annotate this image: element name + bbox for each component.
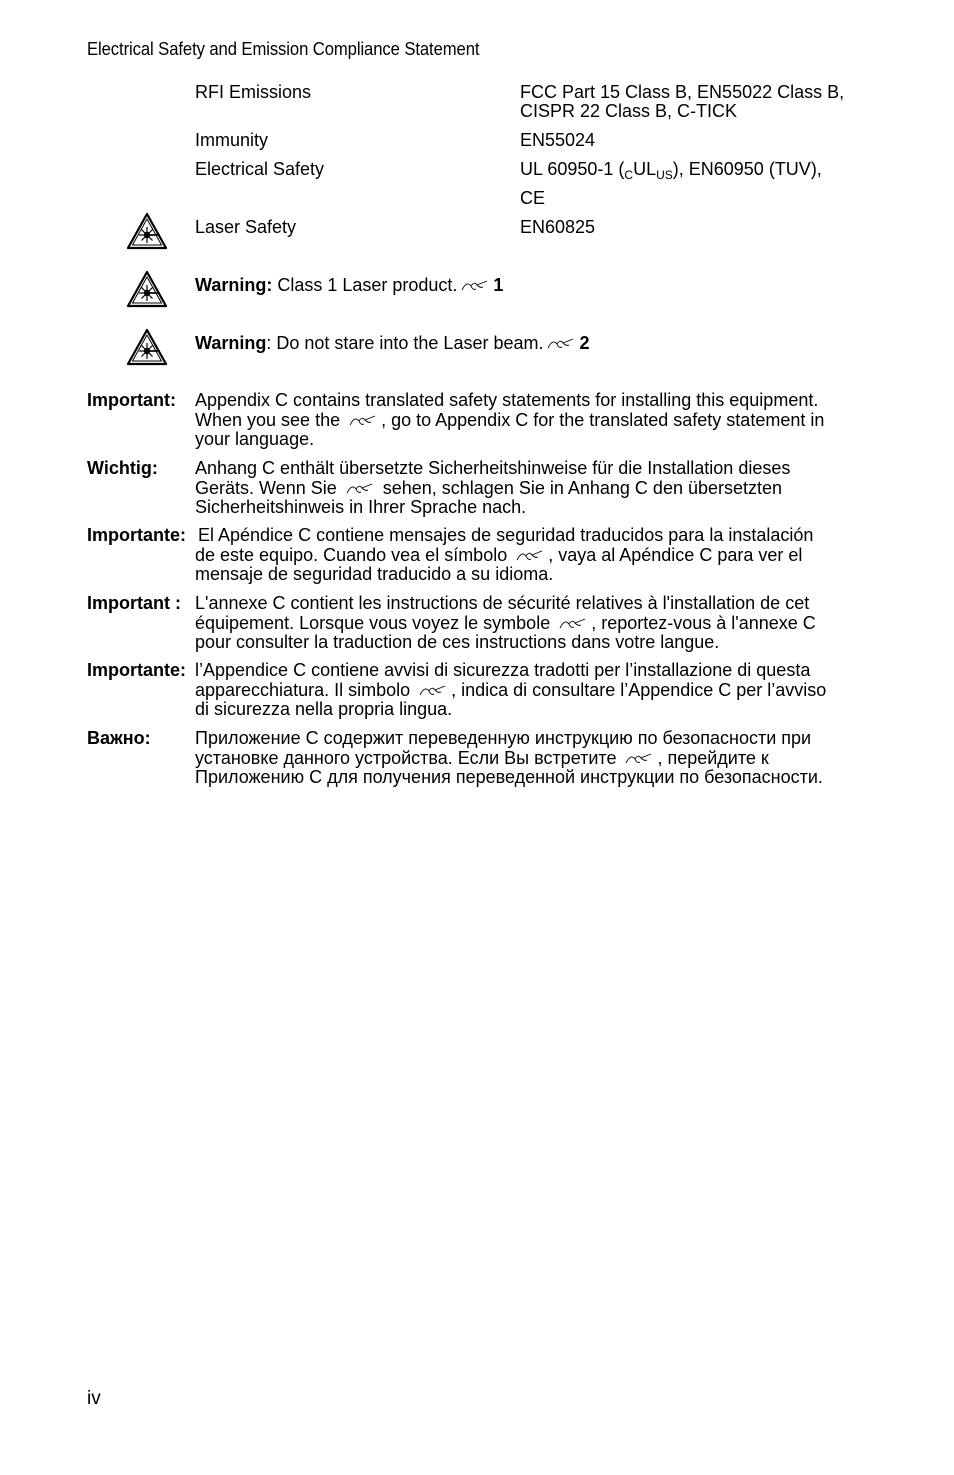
hand-pointer-icon [547, 338, 577, 350]
hand-pointer-icon [461, 280, 491, 292]
laser-warning-icon [126, 270, 168, 308]
page-header: Electrical Safety and Emission Compliance Statement [87, 38, 480, 59]
notice-label: Важно: [87, 728, 151, 748]
laser-warning-icon [126, 212, 168, 250]
spec-value-rfi-line2: CISPR 22 Class B, C-TICK [520, 101, 738, 121]
spec-label-electrical: Electrical Safety [195, 159, 325, 179]
notice-label: Importante: [87, 660, 186, 680]
warning-laser-beam: Warning: Do not stare into the Laser beam. 2 [195, 333, 590, 353]
hand-pointer-icon [625, 753, 655, 765]
notice-text: L'annexe C contient les instructions de sécurité relatives à l'installation de cet équipement. Lorsque vous voyez le symbole , reportez-vous à l'annexe C pour consulter la traduction de ces instructions dans votre langue. [195, 593, 816, 652]
notice-text: l’Appendice C contiene avvisi di sicurezza tradotti per l’installazione di questa apparecchiatura. Il simbolo , indica di consultare l’Appendice C per l’avviso di sicurezza nella propria lingua. [195, 660, 827, 719]
spec-label-rfi: RFI Emissions [195, 82, 312, 102]
hand-pointer-icon [516, 550, 546, 562]
spec-label-immunity: Immunity [195, 130, 269, 150]
notice-label: Wichtig: [87, 458, 158, 478]
spec-value-electrical-line2: CE [520, 188, 546, 208]
notice-label: Important : [87, 593, 181, 613]
hand-pointer-icon [559, 618, 589, 630]
hand-pointer-icon [349, 415, 379, 427]
warning-laser-class: Warning: Class 1 Laser product. 1 [195, 275, 504, 295]
hand-pointer-icon [419, 685, 449, 697]
hand-pointer-icon [346, 483, 376, 495]
notice-text: Приложение С содержит переведенную инструкцию по безопасности при установке данного устройства. Если Вы встретите , перейдите к Приложению С для получения переведенной инструкции по безопасности. [195, 728, 823, 787]
notice-text: Anhang C enthält übersetzte Sicherheitshinweise für die Installation dieses Geräts. Wenn Sie sehen, schlagen Sie in Anhang C den übersetzten Sicherheitshinweis in Ihrer Sprache nach. [195, 458, 791, 517]
spec-value-immunity: EN55024 [520, 130, 596, 150]
notice-label: Important: [87, 390, 176, 410]
page-number: iv [87, 1388, 101, 1409]
notice-text: Appendix C contains translated safety statements for installing this equipment. When you see the , go to Appendix C for the translated safety statement in your language. [195, 390, 825, 449]
spec-value-laser: EN60825 [520, 217, 596, 237]
spec-label-laser: Laser Safety [195, 217, 297, 237]
spec-value-electrical: UL 60950-1 $(_CUL_{US})$, EN60950 (TUV), [520, 159, 822, 182]
laser-warning-icon [126, 328, 168, 366]
notice-label: Importante: [87, 525, 186, 545]
spec-value-rfi-line1: FCC Part 15 Class B, EN55022 Class B, [520, 82, 845, 102]
notice-text: El Apéndice C contiene mensajes de seguridad traducidos para la instalación de este equipo. Cuando vea el símbolo , vaya al Apéndice C para ver el mensaje de seguridad traducido a su idioma. [195, 525, 814, 584]
